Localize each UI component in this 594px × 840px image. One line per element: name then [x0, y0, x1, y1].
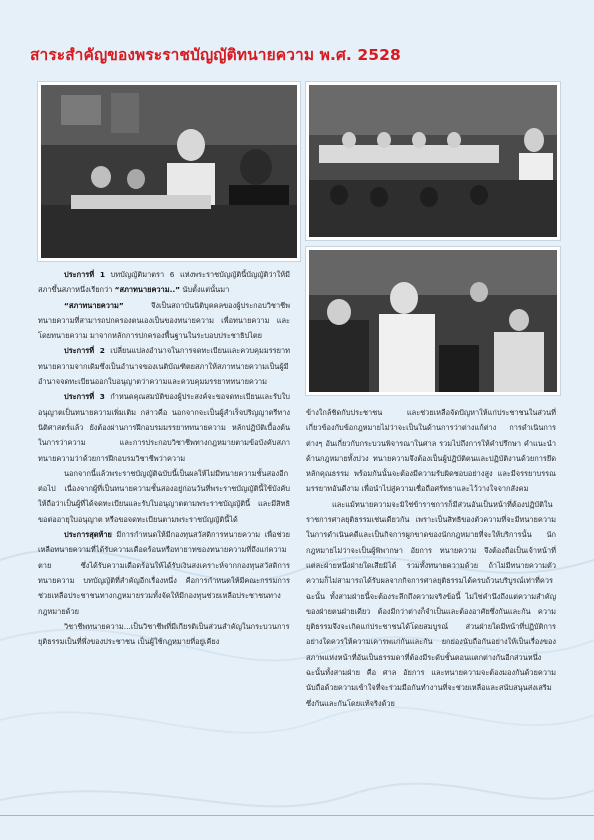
body-text: และแม้ทนายความจะมิใช่ข้าราชการก็มีส่วนอันเป็นหน้าที่ต้องปฏิบัติในราชการศาลยุติธรรมเช่นเดียวกัน เพราะเป็นสิทธิของตัวความที่จะมีทนายความในการดำเนินคดีและเป็นกิจการผูกขาดของนักกฎหมายที่จะให้บริการนั้น นักกฎหมายไม่ว่าจะเป็นผู้พิพากษา อัยการ ทนายความ จึงต้องถือเป็นเจ้าหน้าที่แต่ละฝ่ายหนึ่งฝ่ายใดเสียมิได้ รวมทั้งทนายความด้วย ถ้าไม่มีทนายความตัวความก็ไม่สามารถได้รับผลจากกิจการศาลยุติธรรมได้ครบถ้วนบริบูรณ์เท่าที่ควร ฉะนั้น ทั้งสามฝ่ายนี้จะต้องระลึกถึงความจริงข้อนี้ ไม่ใช่คำนึงถึงแต่ความสำคัญของฝ่ายตนฝ่ายเดียว ต้องมีกว่าต่างก็จำเป็นและต้องอาศัยซึ่งกันและกัน ความยุติธรรมจึงจะเกิดแก่ประชาชนได้โดยสมบูรณ์ ส่วนฝ่ายใดมีหน้าที่ปฏิบัติการอย่างใดควรให้ความเคารพแก่กันและกัน ยกย่องนับถือกันอย่างให้เป็นเรื่องของสภาพแห่งหน้าที่อันเป็นธรรมดาที่ต้องมีระดับชั้นตอนแตกต่างกันอีกส่วนหนึ่ง ฉะนั้นทั้งสามฝ่าย คือ ศาล อัยการ และทนายความจะต้องมองกันด้วยความนับถือด้วยความเข้าใจที่จะร่วมมือกันทำงานที่จะช่วยเหลือและสนับสนุนส่งเสริมซึ่งกันและกันโดยแท้จริงด้วย [306, 499, 556, 708]
footer-divider [0, 815, 594, 816]
left-text-column [38, 267, 290, 649]
paragraph-6 [38, 527, 290, 619]
lead-text: ประการที่ 2 [64, 346, 105, 356]
body-text: จึงเป็นสถาบันนิติบุคคลของผู้ประกอบวิชาชีพทนายความที่สามารถปกครองตนเองเป็นของทนายความ เพื่อทนายความ และโดยทนายความ มาจากหลักการปกครองพื้นฐานในระบอบประชาธิปไตย [38, 300, 290, 341]
meeting-photo [306, 82, 560, 240]
paragraph-1 [38, 267, 290, 298]
right-text-column [306, 405, 556, 711]
lead-text: ประการที่ 1 [64, 270, 106, 279]
lead-text: ประการที่ 3 [64, 392, 105, 402]
body-text: นอกจากนี้แล้วพระราชบัญญัติฉบับนี้เป็นผลให้ไม่มีทนายความชั้นสองอีกต่อไป เนื่องจากผู้ที่เป็นทนายความชั้นสองอยู่ก่อนวันที่พระราชบัญญัตินี้ใช้บังคับให้ถือว่าเป็นผู้ที่ได้จดทะเบียนและรับใบอนุญาตตามพระราชบัญญัตินี้ และมีสิทธิขอต่ออายุใบอนุญาต หรือขอจดทะเบียนตามพระราชบัญญัตินี้ได้ [38, 468, 290, 524]
paragraph-2 [38, 298, 290, 344]
quote-text: “สภาทนายความ..” [114, 285, 181, 295]
meeting-photo [38, 82, 300, 261]
paragraph-3 [38, 343, 290, 389]
body-text: วิชาชีพทนายความ...เป็นวิชาชีพที่มีเกียรติเป็นส่วนสำคัญในกระบวนการยุติธรรมเป็นที่พึ่งของประชาชน เป็นผู้ใช้กฎหมายที่อยู่เคียง [38, 621, 290, 647]
paragraph-7 [38, 619, 290, 650]
page-title: สาระสำคัญของพระราชบัญญัติทนายความ พ.ศ. 2528 [30, 46, 401, 64]
meeting-photo [306, 247, 560, 395]
paragraph-9 [306, 497, 556, 711]
body-text: มีการกำหนดให้มีกองทุนสวัสดิการทนายความ เพื่อช่วยเหลือทนายความที่ได้รับความเดือดร้อนหรือทายาทของทนายความที่ถึงแก่ความตาย ซึ่งได้รับความเดือดร้อนให้ได้รับเงินสงเคราะห์จากกองทุนสวัสดิการทนายความ บทบัญญัติที่สำคัญอีกเรื่องหนึ่ง คือการกำหนดให้มีคณะกรรมการช่วยเหลือประชาชนทางกฎหมายรวมทั้งจัดให้มีกองทุนช่วยเหลือประชาชนทางกฎหมายด้วย [38, 530, 290, 616]
body-text: บทบัญญัติมาตรา 6 แห่งพระราชบัญญัตินี้บัญญัติว่าให้มีสภาขึ้นสภาหนึ่งเรียกว่า [38, 270, 291, 295]
lead-text: ประการสุดท้าย [64, 530, 112, 540]
paragraph-5 [38, 466, 290, 527]
body-text: ข้างใกล้ชิดกับประชาชน และช่วยเหลือจัดปัญหาให้แก่ประชาชนในส่วนที่เกี่ยวข้องกับข้อกฎหมายไม่ว่าจะเป็นในด้านการว่าต่างแก้ต่าง การดำเนินการต่างๆ อันเกี่ยวกับกระบวนพิจารณาในศาล รวมไปถึงการให้คำปรึกษา คำแนะนำด้านกฎหมายทั้งปวง ทนายความจึงต้องเป็นผู้ปฏิบัติตนและปฏิบัติงานด้วยการยึดหลักคุณธรรม พร้อมกันนั้นจะต้องมีความรับผิดชอบอย่างสูง และมีจรรยาบรรณมรรยาทอันดีงาม เพื่อนำไปสู่ความเชื่อถือศรัทธาและไว้วางใจจากสังคม [306, 408, 556, 494]
paragraph-8 [306, 405, 556, 497]
paragraph-4 [38, 389, 290, 465]
body-text: นับตั้งแต่นั้นมา [180, 285, 230, 295]
lead-text: “สภาทนายความ” [64, 300, 124, 310]
body-text: เปลี่ยนแปลงอำนาจในการจดทะเบียนและควบคุมมรรยาททนายความจากเดิมซึ่งเป็นอำนาจของเนติบัณฑิตยสภาให้สภาทนายความเป็นผู้มีอำนาจจดทะเบียนออกใบอนุญาตว่าความและควบคุมมรรยาททนายความ [38, 346, 291, 387]
body-text: กำหนดคุณสมบัติของผู้ประสงค์จะขอจดทะเบียนและรับใบอนุญาตเป็นทนายความเพิ่มเติม กล่าวคือ นอกจากจะเป็นผู้สำเร็จปริญญาตรีทางนิติศาสตร์แล้ว ยังต้องผ่านการฝึกอบรมมรรยาททนายความ หลักปฏิบัติเบื้องต้นในการว่าความ และการประกอบวิชาชีพทางกฎหมายตามข้อบังคับสภาทนายความว่าด้วยการฝึกอบรมวิชาชีพว่าความ [38, 392, 290, 463]
